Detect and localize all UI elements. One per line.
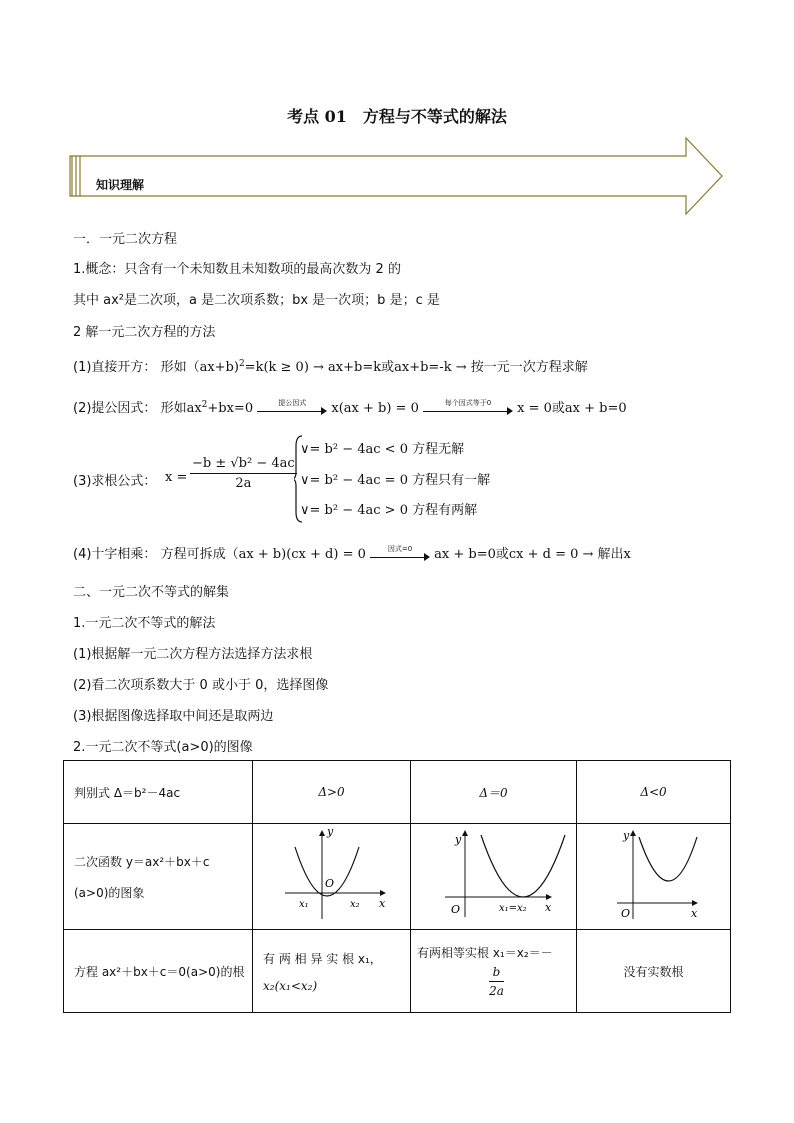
formula-denominator: 2a xyxy=(235,476,252,491)
method-direct-formula: 形如（ax+b)$^2$=k(k ≥ 0) → ax+b=k或ax+b=-k → 按一元一次方程求解 xyxy=(160,359,588,375)
table-row xyxy=(64,824,731,930)
step-1: (1)根据解一元二次方程方法选择方法求根 xyxy=(73,647,313,662)
cross-arrow: 因式=0 xyxy=(370,548,430,562)
banner-label: 知识理解 xyxy=(96,178,145,192)
factor-step: x(ax + b) = 0 xyxy=(331,401,419,416)
method-formula-label: (3)求根公式： xyxy=(73,474,157,489)
section1-heading: 一．一元二次方程 xyxy=(73,232,178,247)
method-direct xyxy=(73,356,588,375)
delta-zero: Δ＝0 xyxy=(411,761,577,824)
delta-negative: Δ<0 xyxy=(577,761,731,824)
root-x1-label: x₁ xyxy=(298,899,309,910)
section2-sub2: 2.一元二次不等式(a>0)的图像 xyxy=(73,740,253,755)
cross-formula: 方程可拆成（ax + b)(cx + d) = 0 xyxy=(160,547,366,562)
roots-label: 方程 ax²＋bx＋c＝0(a>0)的根 xyxy=(64,930,253,1013)
inequality-table xyxy=(63,760,731,1013)
axis-x-label: x xyxy=(690,907,697,920)
methods-title: 2 解一元二次方程的方法 xyxy=(73,325,216,340)
roots-equal: 有两相等实根 x₁＝x₂＝－ $\frac{b}{2a}$ xyxy=(411,930,577,1013)
step-3: (3)根据图像选择取中间还是取两边 xyxy=(73,709,274,724)
terms-text: 其中 ax²是二次项，a 是二次项系数；bx 是一次项；b 是；c 是 xyxy=(73,293,440,308)
factor-result: x = 0或ax + b=0 xyxy=(517,401,627,416)
method-cross-label: (4)十字相乘： xyxy=(73,547,157,562)
delta-positive: Δ>0 xyxy=(253,761,411,824)
origin-label: O xyxy=(620,907,630,920)
table-row xyxy=(64,761,731,824)
graph-one-root xyxy=(411,824,577,930)
roots-equal-fraction: $\frac{b}{2a}$ xyxy=(489,965,504,998)
method-factor-formula: 形如$ax^2+bx=0$ xyxy=(160,400,254,416)
table-row xyxy=(64,930,731,1013)
concept-text: 1.概念：只含有一个未知数且未知数项的最高次数为 2 的 xyxy=(73,262,401,277)
origin-label: O xyxy=(324,877,334,890)
discriminant-label: 判别式 Δ＝b²－4ac xyxy=(64,761,253,824)
function-label: 二次函数 y＝ax²＋bx＋c (a>0)的图象 xyxy=(64,824,253,930)
case-no-solution: ∨= b² − 4ac < 0 方程无解 xyxy=(300,442,465,457)
axis-y-label: y xyxy=(326,825,333,838)
factor-arrow-2: 每个因式等于0 xyxy=(423,402,513,416)
method-cross xyxy=(73,543,631,562)
roots-distinct: 有 两 相 异 实 根 x₁， x₂(x₁<x₂) xyxy=(253,930,411,1013)
method-direct-label: (1)直接开方： xyxy=(73,360,157,375)
page-title: 考点 01 方程与不等式的解法 xyxy=(287,107,507,126)
factor-arrow-1: 提公因式 xyxy=(257,402,327,416)
quadratic-formula-fraction xyxy=(190,456,297,491)
root-x2-label: x₂ xyxy=(349,899,360,910)
graph-two-roots xyxy=(253,824,411,930)
axis-y-label: y xyxy=(454,833,461,846)
section2-sub1: 1.一元二次不等式的解法 xyxy=(73,616,216,631)
origin-label: O xyxy=(450,903,460,916)
axis-x-label: x xyxy=(544,901,551,914)
roots-none: 没有实数根 xyxy=(577,930,731,1013)
graph-no-root xyxy=(577,824,731,930)
double-root-label: x₁=x₂ xyxy=(498,903,527,914)
case-one-solution: ∨= b² − 4ac = 0 方程只有一解 xyxy=(300,473,491,488)
method-factor xyxy=(73,397,627,416)
axis-x-label: x xyxy=(378,897,385,910)
step-2: (2)看二次项系数大于 0 或小于 0，选择图像 xyxy=(73,678,329,693)
case-two-solutions: ∨= b² − 4ac > 0 方程有两解 xyxy=(300,503,478,518)
axis-y-label: y xyxy=(622,829,629,842)
method-factor-label: (2)提公因式： xyxy=(73,401,157,416)
formula-x: x = xyxy=(165,470,188,485)
formula-numerator: −b ± √b² − 4ac xyxy=(190,456,297,474)
section2-heading: 二、一元二次不等式的解集 xyxy=(73,585,230,600)
section-banner-arrow xyxy=(66,136,726,216)
cross-result: ax + b=0或cx + d = 0 → 解出x xyxy=(434,547,631,562)
